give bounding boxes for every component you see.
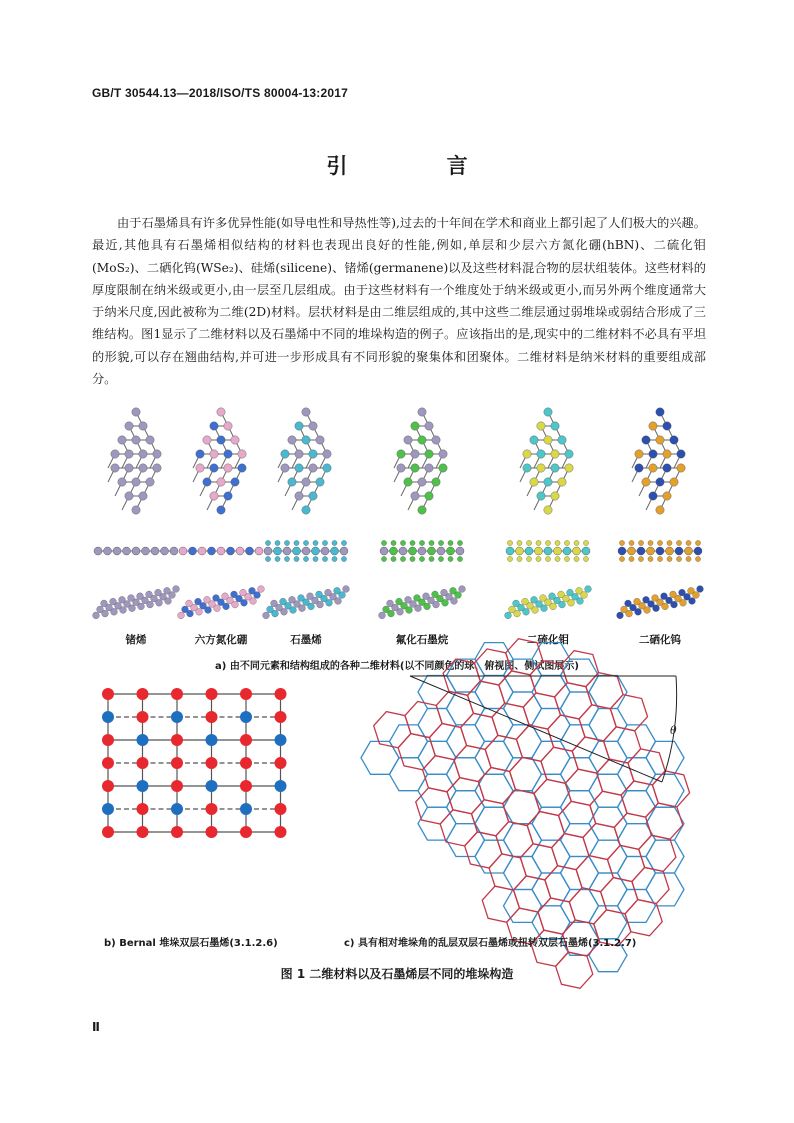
material-structure [505,408,592,619]
material-label: 二硒化钨 [639,634,681,646]
figure-title: 图 1 二维材料以及石墨烯层不同的堆垛构造 [280,967,514,981]
figure-c-twisted-bilayer [340,672,700,930]
material-structure [263,408,350,619]
twist-layer-top [361,643,684,972]
intro-body [92,212,706,390]
material-labels [88,632,708,650]
material-label: 锗烯 [125,634,147,646]
figure-b-bernal-bilayer [96,680,296,850]
intro-paragraph: 由于石墨烯具有许多优异性能(如导电性和导热性等),过去的十年间在学术和商业上都引起了人们极大的兴趣。最近,其他具有石墨烯相似结构的材料也表现出良好的性能,例如,单层和少层六方氮化硼(hBN)、二硫化钼(MoS₂)、二硒化钨(WSe₂)、硅烯(silicene)、锗烯(germanene)以及这些材料混合物的层状组装体。这些材料的厚度限制在纳米级或更小,由一层至几层组成。由于这些材料有一个维度处于纳米级或更小,而另外两个维度通常大于纳米尺度,因此被称为二维(2D)材料。层状材料是由二维层组成的,其中这些二维层通过弱堆垛或弱结合形成了三维结构。图1显示了二维材料以及石墨烯中不同的堆垛构造的例子。应该指出的是,现实中的二维材料不必具有平坦的形貌,可以存在翘曲结构,并可进一步形成具有不同形貌的聚集体和团聚体。二维材料是纳米材料的重要组成部分。 [92,216,706,387]
caption-a: a) 由不同元素和结构组成的各种二维材料(以不同颜色的球、俯视图、侧试图展示) [215,661,579,672]
material-label: 石墨烯 [290,634,322,646]
page-number: Ⅱ [92,1020,100,1034]
material-label: 六方氮化硼 [194,634,248,646]
figure-a-2d-materials [88,396,708,642]
caption-b: b) Bernal 堆垛双层石墨烯(3.1.2.6) [104,938,278,949]
caption-c: c) 具有相对堆垛角的乱层双层石墨烯或扭转双层石墨烯(3.1.2.7) [344,938,637,949]
material-structure [379,408,466,619]
material-label: 二硫化钼 [527,634,569,646]
page-title: 引 言 [326,153,514,178]
angle-label: θ [670,724,677,737]
material-structure [93,408,180,619]
material-structure [178,408,265,619]
material-structure [617,408,704,619]
bernal-lattice [102,688,287,838]
standard-code: GB/T 30544.13—2018/ISO/TS 80004-13:2017 [92,86,348,100]
material-label: 氟化石墨烷 [395,634,449,646]
